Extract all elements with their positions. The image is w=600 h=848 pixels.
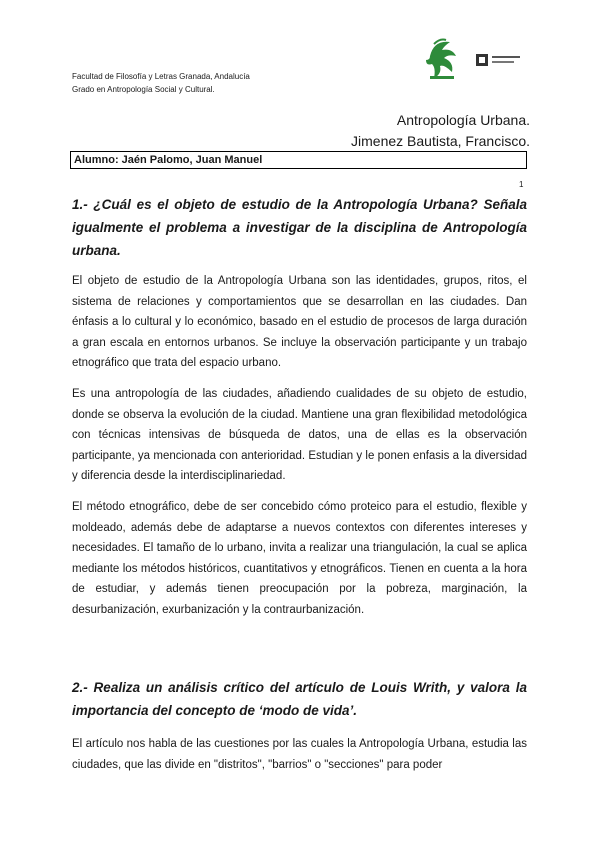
page-number: 1 <box>519 180 524 189</box>
answer-1-paragraph-3: El método etnográfico, debe de ser concebido cómo proteico para el estudio, flexible y moldeado, además debe de adaptarse a nuevos contextos con diferentes intereses y necesidades. El tamaño de lo urbano, invita a realizar una triangulación, la cual se aplica mediante los métodos históricos, cuantitativos y etnográficos. Tienen en cuenta a la hora de estudiar, y además tienen preocupación por la pobreza, marginación, la desurbanización, exurbanización y la contraurbanización. <box>72 501 527 616</box>
faculty-header <box>72 70 250 96</box>
course-info <box>351 110 530 152</box>
answer-1-paragraph-1: El objeto de estudio de la Antropología Urbana son las identidades, grupos, ritos, el sistema de relaciones y comportamientos que se desarrollan en las ciudades. Dan énfasis a lo cultural y lo económico, basado en el estudio de procesos de larga duración a gran escala en entornos urbanos. Se incluye la observación participante y un trabajo etnográfico que trata del espacio urbano. <box>72 275 527 369</box>
course-professor: Jimenez Bautista, Francisco. <box>351 133 530 149</box>
faculty-line-1: Facultad de Filosofía y Letras Granada, Andalucía <box>72 72 250 81</box>
student-name-box: Alumno: Jaén Palomo, Juan Manuel <box>70 151 527 169</box>
university-logo-icon <box>474 50 522 70</box>
question-1-heading: 1.- ¿Cuál es el objeto de estudio de la Antropología Urbana? Señala igualmente el problema a investigar de la disciplina de Antropología urbana. <box>72 197 527 258</box>
course-subject: Antropología Urbana. <box>396 112 530 128</box>
faculty-line-2: Grado en Antropología Social y Cultural. <box>72 85 215 94</box>
header-logos <box>424 36 524 82</box>
answer-1-paragraph-2: Es una antropología de las ciudades, añadiendo cualidades de su objeto de estudio, donde se observa la evolución de la ciudad. Mantiene una gran flexibilidad metodológica con técnicas intensivas de búsqueda de datos, una de ellas es la observación participante, ya mencionada con anterioridad. Estudian y le ponen enfasis a la diversidad y diferencia desde la interdisciplinariedad. <box>72 388 527 482</box>
answer-2-paragraph-1: El artículo nos habla de las cuestiones por las cuales la Antropología Urbana, estudia las ciudades, que las divide en "distritos", "barrios" o "secciones" para poder <box>72 738 527 771</box>
junta-leaf-logo-icon <box>424 36 460 80</box>
question-2-heading: 2.- Realiza un análisis crítico del artículo de Louis Writh, y valora la importancia del concepto de ‘modo de vida’. <box>72 680 527 718</box>
